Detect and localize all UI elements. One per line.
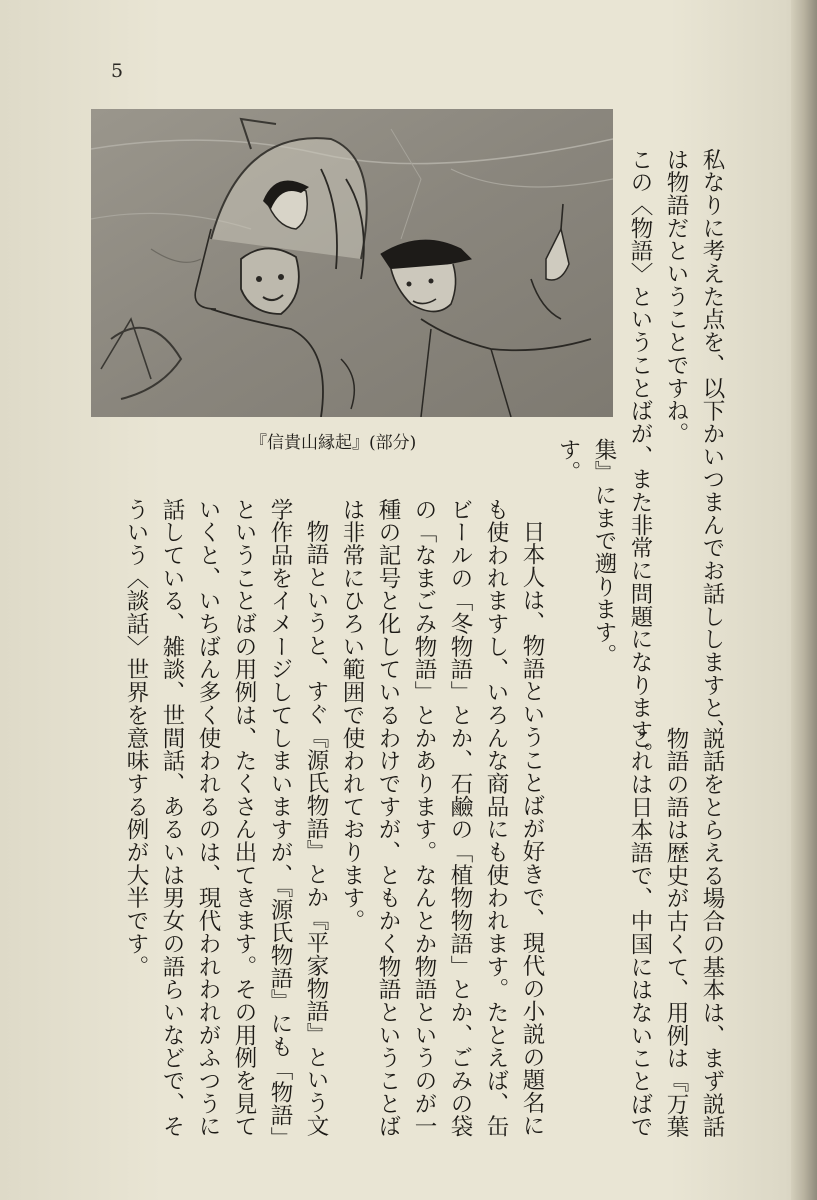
text-column-upper: は物語だということですね。 [663, 148, 689, 446]
text-column: 集』にまで遡ります。 [591, 438, 617, 667]
text-column: 物語の語は歴史が古くて、用例は『万葉 [663, 727, 689, 1139]
text-column-upper: 私なりに考えた点を、以下かいつまんでお話ししますと、 [699, 148, 725, 743]
book-gutter [791, 0, 817, 1200]
text-column: す。 [555, 438, 581, 484]
text-column: いくと、いちばん多く使われるのは、現代われわれがふつうに [195, 498, 221, 1138]
text-column: の「なまごみ物語」とかあります。なんとか物語というのが一 [411, 498, 437, 1138]
text-column: 日本人は、物語ということばが好きで、現代の小説の題名に [519, 520, 545, 1137]
text-column: 種の記号と化しているわけですが、ともかく物語ということば [375, 498, 401, 1138]
text-column: 物語というと、すぐ『源氏物語』とか『平家物語』という文 [303, 520, 329, 1137]
text-column: 話している、雑談、世間話、あるいは男女の語らいなどで、そ [159, 498, 185, 1138]
text-column: ういう〈談話〉世界を意味する例が大半です。 [123, 498, 149, 978]
illustration-picture-scroll [91, 109, 613, 417]
page-number: 5 [111, 60, 124, 82]
text-column: これは日本語で、中国にはないことばで [627, 727, 653, 1139]
scroll-painting-graphic [91, 109, 613, 417]
text-column: は非常にひろい範囲で使われております。 [339, 498, 365, 933]
text-column: 説話をとらえる場合の基本は、まず説話 [699, 727, 725, 1139]
illustration-caption: 『信貴山縁起』(部分) [250, 433, 417, 453]
text-column: ビールの「冬物語」とか、石鹼の「植物物語」とか、ごみの袋 [447, 498, 473, 1138]
text-column: も使われますし、いろんな商品にも使われます。たとえば、缶 [483, 498, 509, 1138]
text-column-upper: この〈物語〉ということばが、また非常に問題になります。 [627, 148, 653, 765]
text-column: 学作品をイメージしてしまいますが、『源氏物語』にも「物語」 [267, 498, 293, 1150]
text-column: ということばの用例は、たくさん出てきます。その用例を見て [231, 498, 257, 1138]
